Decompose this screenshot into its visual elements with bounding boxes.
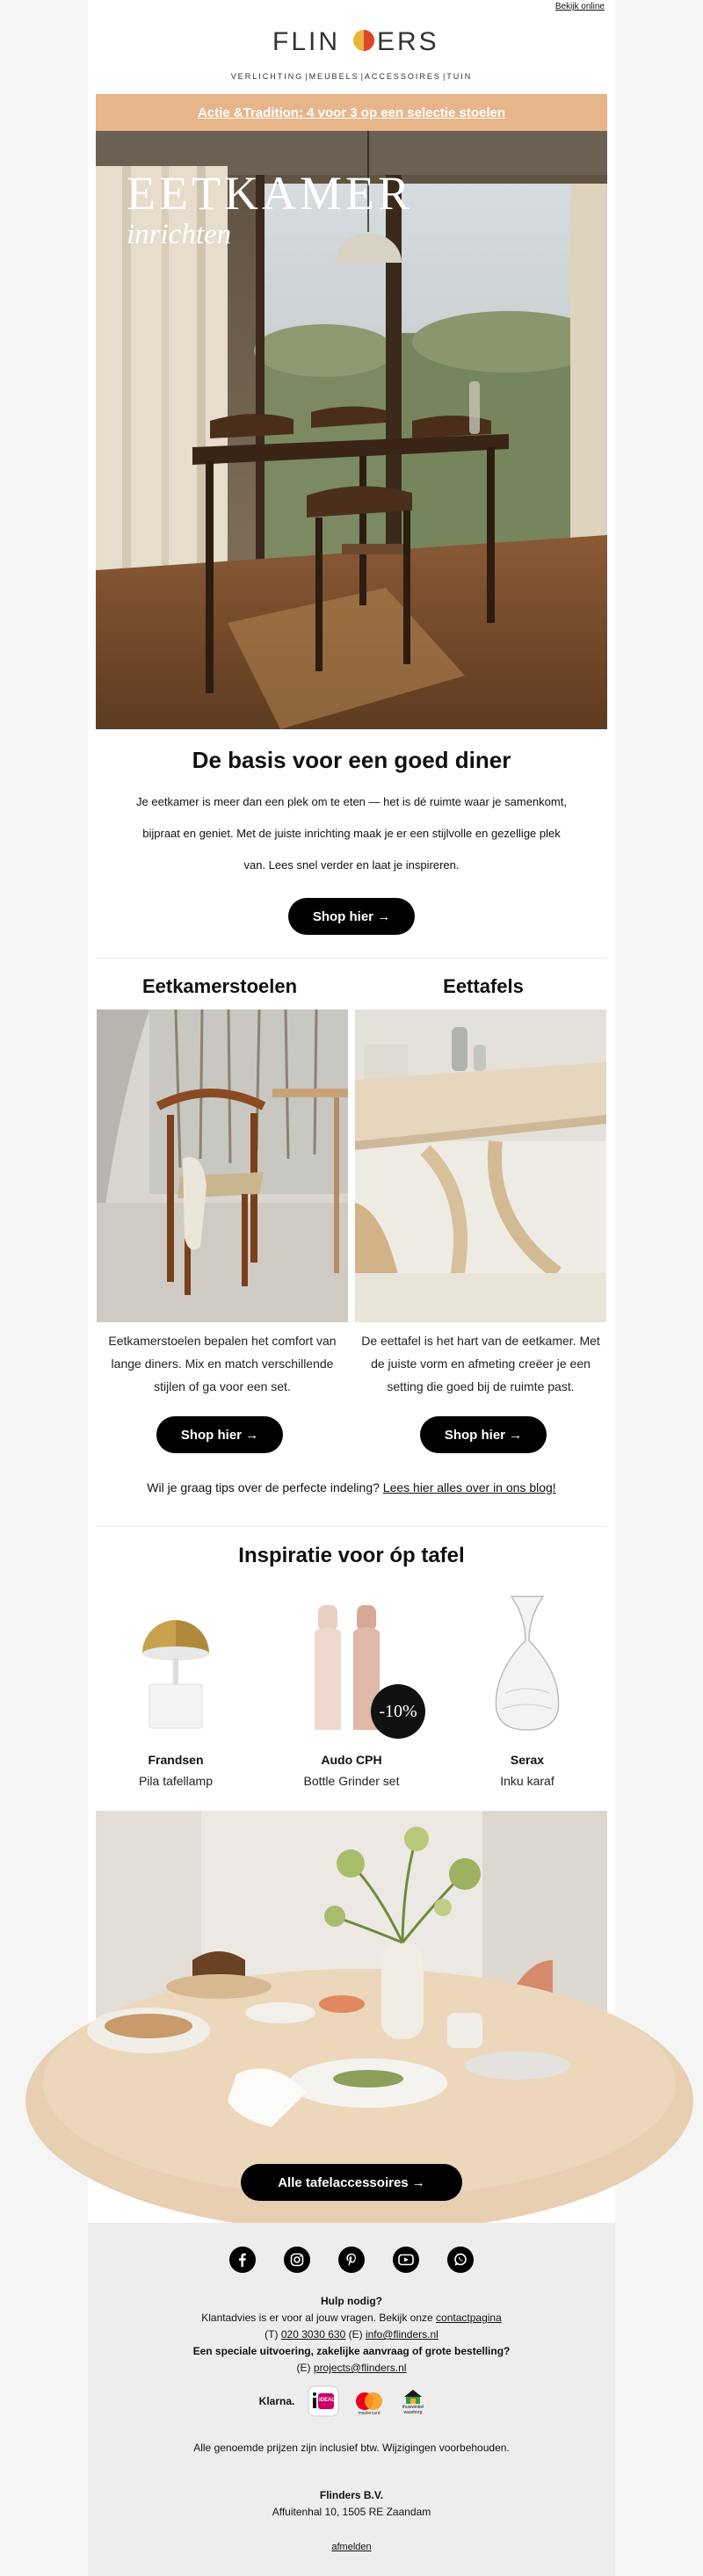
footer-help: [88, 2293, 615, 2377]
divider: [96, 1526, 607, 1527]
contact-line: [88, 2326, 615, 2343]
footer: [88, 2223, 615, 2576]
nav-tuin[interactable]: TUIN: [446, 72, 473, 81]
hero-subtitle: inrichten: [127, 219, 232, 250]
klarna-text: Klarna.: [258, 2395, 295, 2407]
pinterest-icon[interactable]: [338, 2247, 365, 2273]
unsubscribe-line: [88, 2539, 615, 2556]
phone-link[interactable]: 020 3030 630: [280, 2328, 346, 2341]
mastercard-text: mastercard: [358, 2411, 380, 2416]
divider: [96, 958, 607, 959]
product-card-serax[interactable]: [457, 1588, 598, 1788]
svg-text:FLIN: FLIN: [272, 27, 341, 56]
instagram-icon[interactable]: [284, 2247, 310, 2273]
contact-page-link[interactable]: contactpagina: [436, 2312, 502, 2324]
facebook-icon[interactable]: [229, 2247, 256, 2273]
nav-verlichting[interactable]: VERLICHTING: [230, 72, 304, 81]
column-title-stoelen: Eetkamerstoelen: [141, 975, 298, 997]
thuiswinkel-logo: [395, 2384, 431, 2420]
tables-image[interactable]: [355, 1009, 606, 1322]
klarna-logo: [255, 2388, 299, 2414]
nav-accessoires[interactable]: ACCESSOIRES: [364, 72, 441, 81]
inspiration-heading: Inspiratie voor óp tafel: [238, 1544, 465, 1567]
product-name: Inku karaf: [500, 1774, 554, 1788]
discount-badge-text: -10%: [379, 1701, 417, 1721]
price-disclaimer: Alle genoemde prijzen zijn inclusief btw. Wijzigingen voorbehouden.: [193, 2442, 510, 2454]
shop-button-stoelen[interactable]: Shop hier →: [156, 1416, 283, 1453]
product-image-grinders[interactable]: [299, 1588, 417, 1737]
intro-heading: De basis voor een goed diner: [192, 747, 511, 773]
promo-link[interactable]: Actie &Tradition: 4 voor 3 op een selectie stoelen: [197, 105, 506, 120]
view-online-link[interactable]: Bekijk online: [554, 2, 605, 11]
chairs-image[interactable]: [97, 1009, 348, 1322]
projects-title: Een speciale uitvoering, zakelijke aanvraag of grote bestelling?: [192, 2345, 511, 2357]
promo-banner[interactable]: [96, 94, 607, 131]
product-brand: Serax: [510, 1753, 545, 1767]
blog-link[interactable]: Lees hier alles over in ons blog!: [382, 1480, 556, 1494]
projects-line: [88, 2360, 615, 2377]
projects-prefix: (E): [296, 2362, 311, 2374]
email-body: [88, 0, 615, 2576]
whatsapp-icon[interactable]: [447, 2247, 474, 2273]
hero-title: EETKAMER: [127, 167, 413, 220]
discount-badge: [371, 1684, 425, 1739]
column-text-stoelen: Eetkamerstoelen bepalen het comfort van lange diners. Mix en match verschillende stijlen of ga voor een set.: [108, 1334, 337, 1393]
youtube-icon[interactable]: [393, 2247, 419, 2273]
intro-text: Je eetkamer is meer dan een plek om te eten — het is dé ruimte waar je samenkomt, bijpraat en geniet. Met de juiste inrichting maak je er een stijlvolle en gezellige plek van. Lees snel verder en laat je inspireren.: [136, 795, 567, 872]
projects-email-link[interactable]: projects@flinders.nl: [313, 2362, 407, 2374]
product-card-frandsen[interactable]: [105, 1588, 246, 1788]
email-prefix: (E): [348, 2328, 363, 2341]
product-image-karaf[interactable]: [475, 1588, 580, 1737]
help-line: [88, 2310, 615, 2326]
company-address: Affuitenhal 10, 1505 RE Zaandam: [272, 2506, 431, 2518]
product-brand: Frandsen: [148, 1753, 204, 1767]
ideal-text: iDEAL: [319, 2398, 335, 2403]
mastercard-logo: [352, 2388, 387, 2420]
all-accessories-button[interactable]: Alle tafelaccessoires →: [241, 2164, 462, 2201]
company-name: Flinders B.V.: [319, 2489, 384, 2501]
phone-prefix: (T): [265, 2328, 279, 2341]
help-text: Klantadvies is er voor al jouw vragen. Bekijk onze: [201, 2312, 433, 2324]
product-name: Pila tafellamp: [138, 1774, 214, 1788]
product-name: Bottle Grinder set: [303, 1774, 400, 1788]
shop-button-eettafels[interactable]: Shop hier →: [420, 1416, 547, 1453]
ideal-logo: [308, 2385, 339, 2417]
company-block: [88, 2487, 615, 2521]
thuiswinkel-text: thuiswinkel waarborg: [402, 2405, 424, 2415]
nav-meubels[interactable]: MEUBELS: [308, 72, 359, 81]
blog-text: Wil je graag tips over de perfecte indeling?: [147, 1480, 380, 1494]
flinders-logo[interactable]: [272, 23, 439, 58]
main-nav: VERLICHTING | MEUBELS | ACCESSOIRES | TUIN: [230, 72, 473, 81]
product-image-lamp[interactable]: [123, 1588, 228, 1737]
help-title: Hulp nodig?: [321, 2295, 382, 2307]
column-text-eettafels: De eettafel is het hart van de eetkamer. Met de juiste vorm en afmeting creëer je een setting die goed bij de ruimte past.: [361, 1334, 600, 1393]
hero-image[interactable]: [96, 131, 607, 729]
email-link[interactable]: info@flinders.nl: [365, 2328, 438, 2341]
shop-button-intro[interactable]: Shop hier →: [288, 898, 415, 935]
product-brand: Audo CPH: [321, 1753, 382, 1767]
product-card-audo[interactable]: [281, 1588, 422, 1788]
blog-line: [88, 1480, 615, 1494]
column-title-eettafels: Eettafels: [443, 975, 524, 997]
svg-text:ERS: ERS: [377, 27, 439, 56]
unsubscribe-link[interactable]: afmelden: [331, 2542, 372, 2552]
table-setting-image[interactable]: [96, 1811, 607, 2145]
